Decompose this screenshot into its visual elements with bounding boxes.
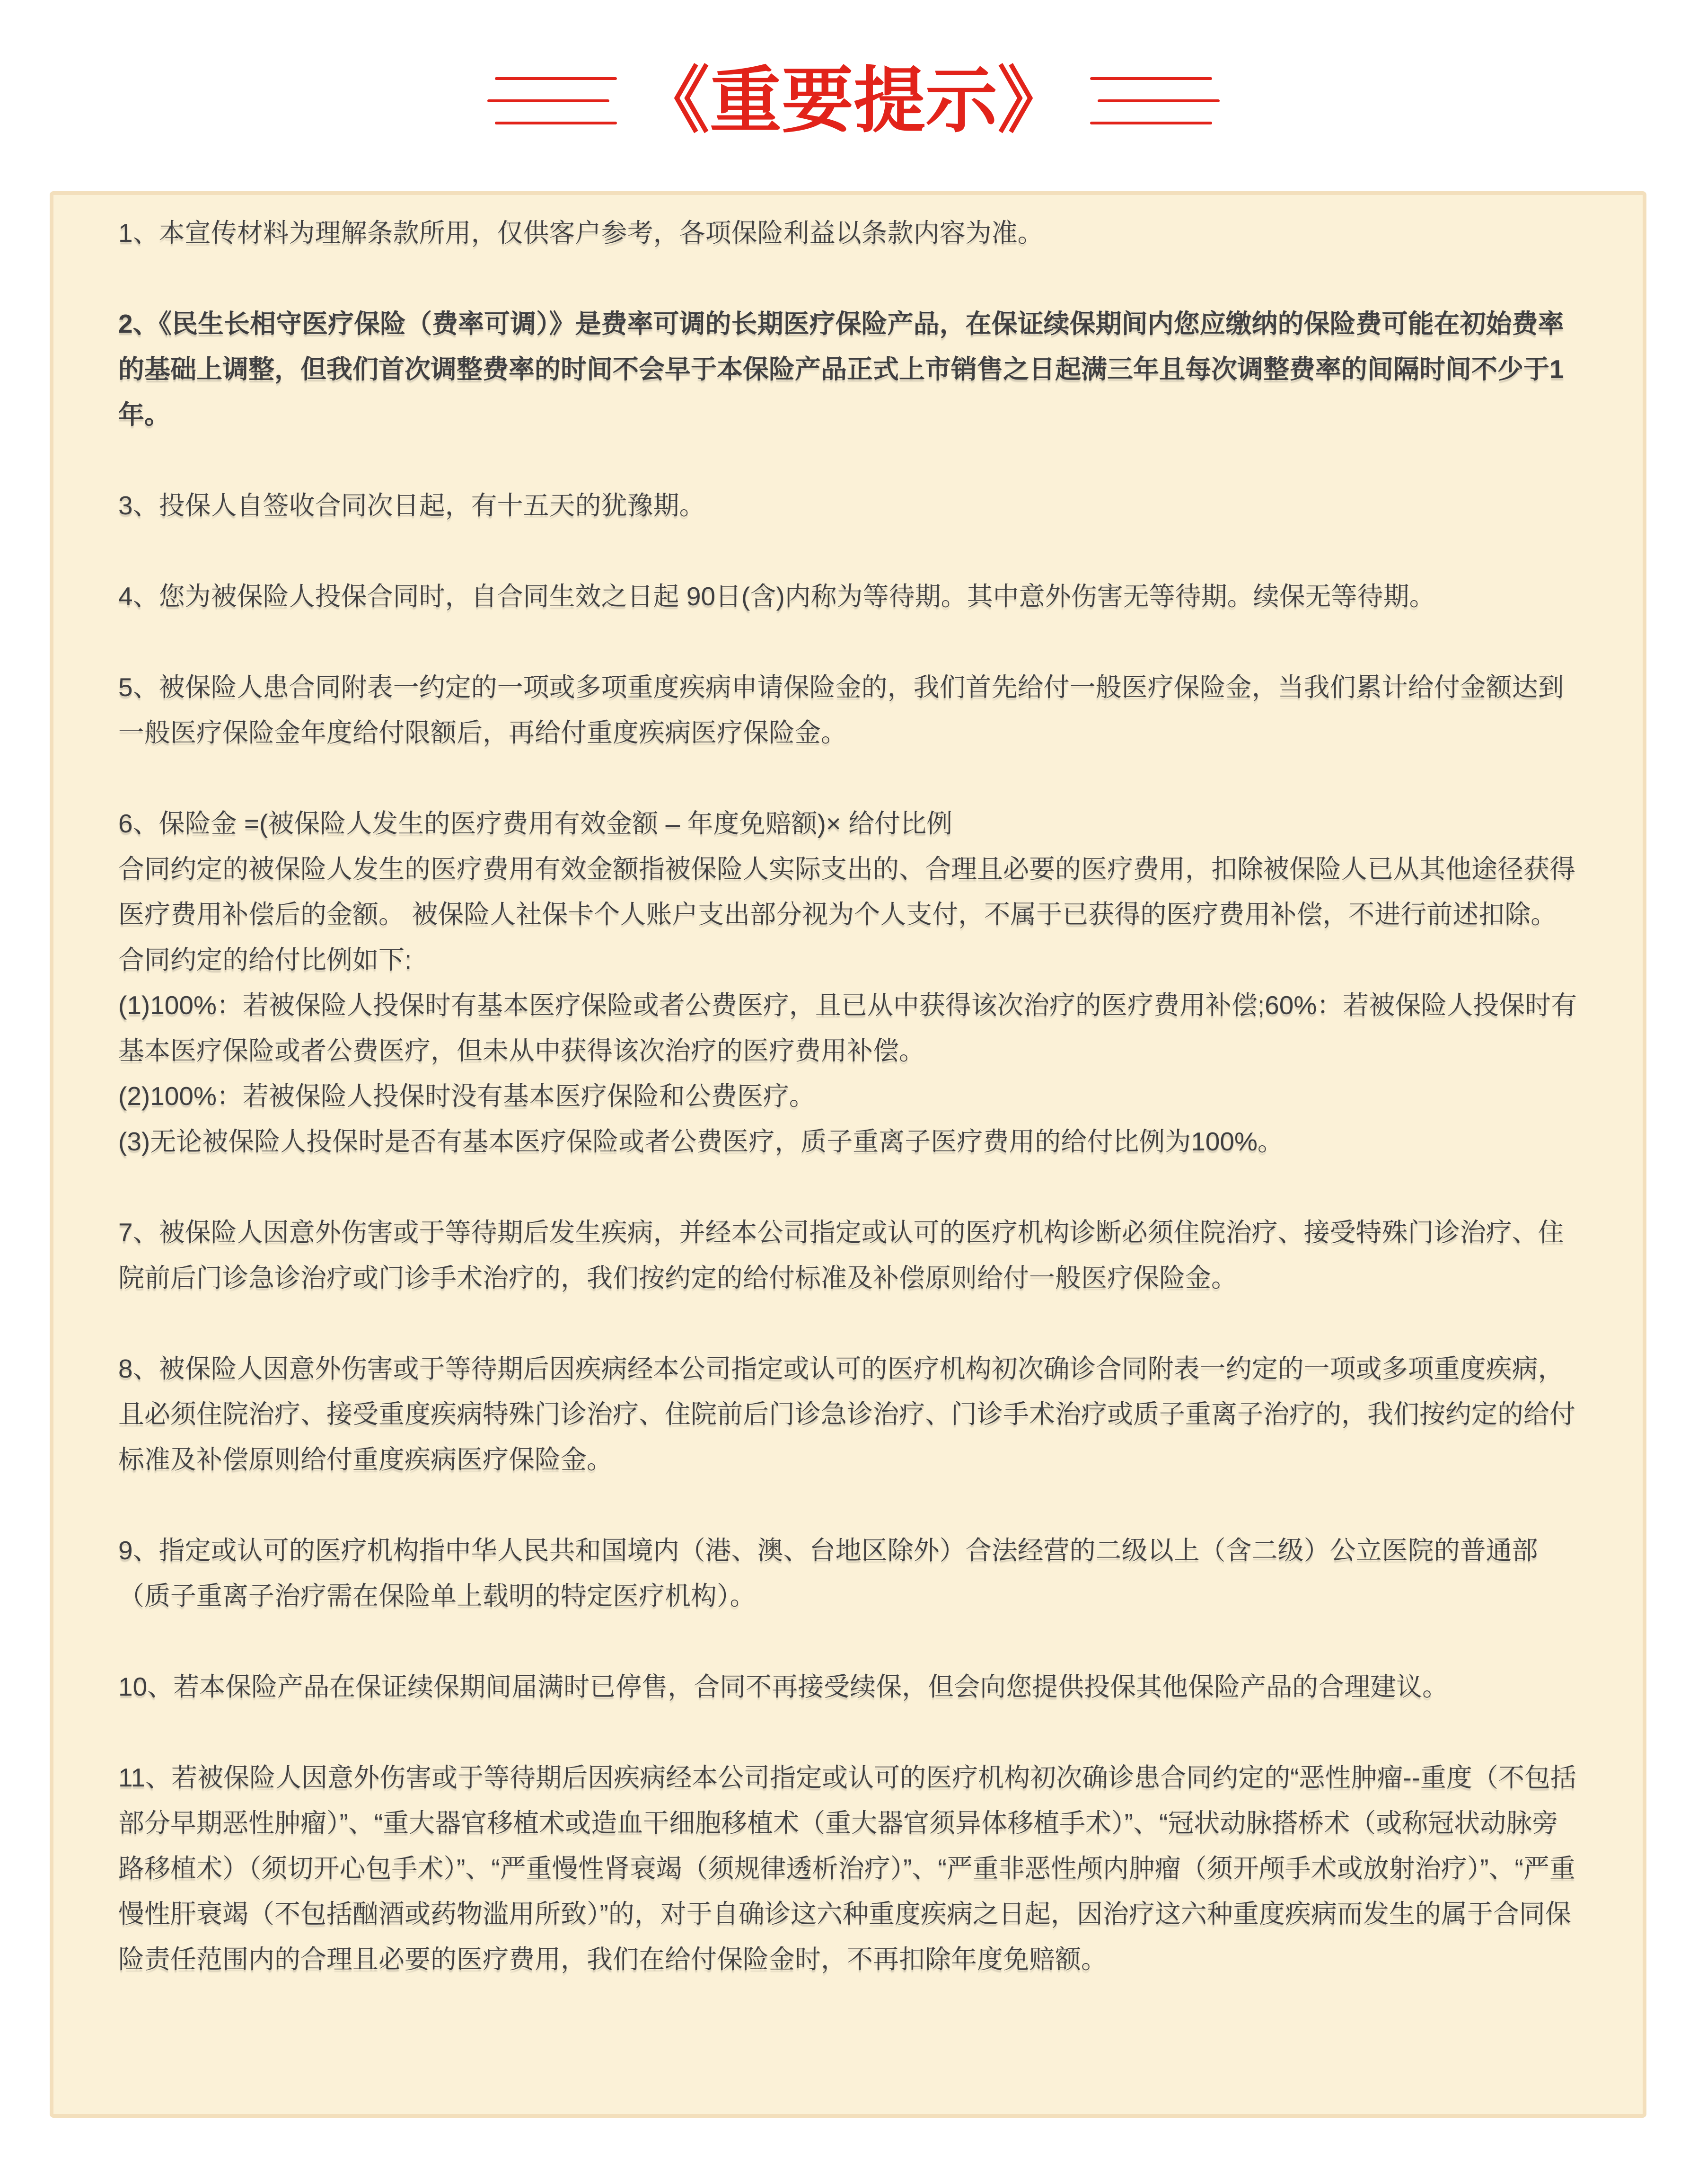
paragraph-text: 6、保险金 =(被保险人发生的医疗费用有效金额 – 年度免赔额)× 给付比例	[118, 809, 953, 838]
paragraph-text: 4、您为被保险人投保合同时，自合同生效之日起 90日(含)内称为等待期。其中意外伤害无等待期。续保无等待期。	[118, 582, 1435, 611]
paragraph-text: 2、《民生长相守医疗保险（费率可调）》是费率可调的长期医疗保险产品，在保证续保期间内您应缴纳的保险费可能在初始费率的基础上调整，但我们首次调整费率的时间不会早于本保险产品正式上市销售之日起满三年且每次调整费率的间隔时间不少于1年。	[118, 309, 1564, 429]
paragraph-text: 合同约定的给付比例如下:	[118, 945, 412, 974]
notice-paragraphs	[118, 210, 1581, 1982]
paragraph-text: 9、指定或认可的医疗机构指中华人民共和国境内（港、澳、台地区除外）合法经营的二级以上（含二级）公立医院的普通部（质子重离子治疗需在保险单上载明的特定医疗机构）。	[118, 1536, 1538, 1610]
paragraph-text: 5、被保险人患合同附表一约定的一项或多项重度疾病申请保险金的，我们首先给付一般医疗保险金，当我们累计给付金额达到一般医疗保险金年度给付限额后，再给付重度疾病医疗保险金。	[118, 672, 1564, 747]
notice-paragraph	[118, 801, 1581, 1164]
notice-paragraph	[118, 210, 1581, 256]
notice-panel	[50, 191, 1646, 2118]
notice-header	[0, 56, 1707, 146]
decoration-line	[495, 122, 617, 124]
notice-paragraph	[118, 574, 1581, 619]
notice-paragraph	[118, 664, 1581, 755]
paragraph-text: 1、本宣传材料为理解条款所用，仅供客户参考，各项保险利益以条款内容为准。	[118, 218, 1044, 248]
title-decoration-left	[495, 77, 617, 124]
notice-paragraph	[118, 1528, 1581, 1618]
paragraph-text: 11、若被保险人因意外伤害或于等待期后因疾病经本公司指定或认可的医疗机构初次确诊患合同约定的“恶性肿瘤--重度（不包括部分早期恶性肿瘤）”、“重大器官移植术或造血干细胞移植术（重大器官须异体移植手术）”、“冠状动脉搭桥术（或称冠状动脉旁路移植术）（须切开心包手术）”、“严重慢性肾衰竭（须规律透析治疗）”、“严重非恶性颅内肿瘤（须开颅手术或放射治疗）”、“严重慢性肝衰竭（不包括酗酒或药物滥用所致）”的，对于自确诊这六种重度疾病之日起，因治疗这六种重度疾病而发生的属于合同保险责任范围内的合理且必要的医疗费用，我们在给付保险金时，不再扣除年度免赔额。	[118, 1763, 1577, 1974]
decoration-line	[1090, 77, 1212, 80]
notice-paragraph	[118, 1664, 1581, 1709]
notice-paragraph	[118, 1346, 1581, 1482]
paragraph-text: 8、被保险人因意外伤害或于等待期后因疾病经本公司指定或认可的医疗机构初次确诊合同附表一约定的一项或多项重度疾病，且必须住院治疗、接受重度疾病特殊门诊治疗、住院前后门诊急诊治疗、门诊手术治疗或质子重离子治疗的，我们按约定的给付标准及补偿原则给付重度疾病医疗保险金。	[118, 1354, 1576, 1474]
notice-paragraph	[118, 301, 1581, 437]
paragraph-text: 合同约定的被保险人发生的医疗费用有效金额指被保险人实际支出的、合理且必要的医疗费用，扣除被保险人已从其他途径获得医疗费用补偿后的金额。 被保险人社保卡个人账户支出部分视为个人支付，不属于已获得的医疗费用补偿，不进行前述扣除。	[118, 854, 1576, 929]
notice-paragraph	[118, 483, 1581, 528]
title-decoration-right	[1090, 77, 1212, 124]
notice-paragraph	[118, 1210, 1581, 1300]
paragraph-text: (3)无论被保险人投保时是否有基本医疗保险或者公费医疗，质子重离子医疗费用的给付比例为100%。	[118, 1127, 1284, 1156]
paragraph-text: (2)100%：若被保险人投保时没有基本医疗保险和公费医疗。	[118, 1081, 815, 1111]
decoration-line	[495, 77, 617, 80]
decoration-line	[1090, 122, 1212, 124]
paragraph-text: 10、若本保险产品在保证续保期间届满时已停售，合同不再接受续保，但会向您提供投保其他保险产品的合理建议。	[118, 1672, 1449, 1701]
page-title: 《重要提示》	[638, 61, 1069, 141]
decoration-line	[1098, 99, 1220, 102]
notice-paragraph	[118, 1755, 1581, 1982]
paragraph-text: 3、投保人自签收合同次日起，有十五天的犹豫期。	[118, 491, 705, 520]
paragraph-text: 7、被保险人因意外伤害或于等待期后发生疾病，并经本公司指定或认可的医疗机构诊断必须住院治疗、接受特殊门诊治疗、住院前后门诊急诊治疗或门诊手术治疗的，我们按约定的给付标准及补偿原则给付一般医疗保险金。	[118, 1218, 1564, 1292]
paragraph-text: (1)100%：若被保险人投保时有基本医疗保险或者公费医疗，且已从中获得该次治疗的医疗费用补偿;60%：若被保险人投保时有基本医疗保险或者公费医疗，但未从中获得该次治疗的医疗费用补偿。	[118, 990, 1577, 1065]
decoration-line	[487, 99, 609, 102]
